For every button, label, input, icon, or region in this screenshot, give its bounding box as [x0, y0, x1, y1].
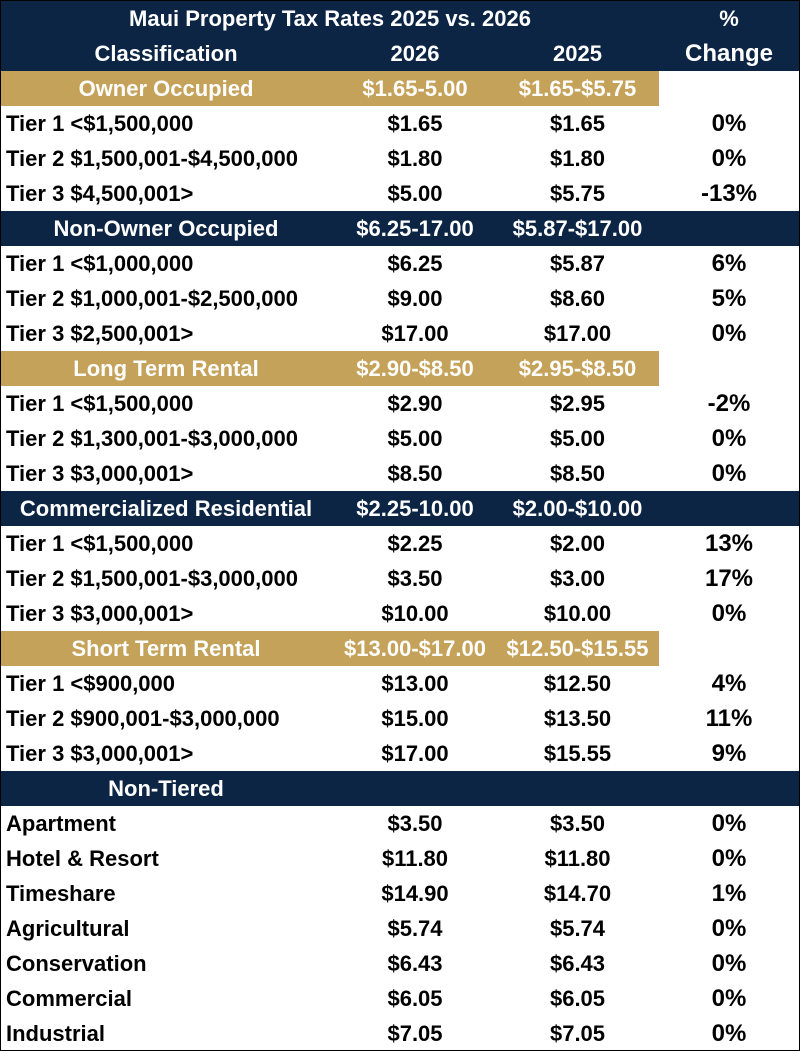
percent-change: 0% [711, 845, 747, 872]
section-blank-cell [659, 351, 799, 386]
rate-2025: $5.87 [549, 251, 606, 276]
row-label: Tier 2 $900,001-$3,000,000 [6, 706, 280, 731]
rate-2026: $15.00 [381, 706, 449, 731]
row-label: Conservation [6, 951, 147, 976]
rate-2026: $13.00 [381, 671, 449, 696]
rate-2026: $11.80 [381, 846, 449, 871]
row-label: Timeshare [6, 881, 116, 906]
rate-2026: $1.65 [387, 111, 443, 136]
rate-2025: $8.50 [549, 461, 606, 486]
percent-change: 0% [711, 600, 747, 627]
row-label: Tier 1 <$1,500,000 [6, 531, 194, 556]
section-header-row [1, 211, 799, 246]
row-label: Tier 3 $4,500,001> [6, 181, 194, 206]
rate-2026: $6.05 [387, 986, 443, 1011]
header-row [1, 36, 799, 71]
row-label: Tier 2 $1,300,001-$3,000,000 [6, 426, 298, 451]
section-header-row [1, 631, 799, 666]
percent-change: 0% [711, 425, 747, 452]
rate-2025: $5.75 [549, 181, 606, 206]
table-row [1, 806, 799, 841]
section-blank-cell [659, 71, 799, 106]
rate-2025: $11.80 [544, 846, 611, 871]
section-name: Non-Tiered [108, 776, 224, 801]
table-row [1, 701, 799, 736]
row-label: Tier 1 <$1,500,000 [6, 391, 194, 416]
section-name: Owner Occupied [78, 76, 254, 101]
rate-2025: $6.43 [549, 951, 606, 976]
row-label: Tier 3 $3,000,001> [6, 601, 194, 626]
rate-2025: $2.00 [549, 531, 606, 556]
section-range-2026: $6.25-17.00 [356, 216, 474, 241]
table-row [1, 841, 799, 876]
rate-2025: $12.50 [543, 671, 612, 696]
table-title: Maui Property Tax Rates 2025 vs. 2026 [129, 6, 531, 31]
section-name: Non-Owner Occupied [53, 216, 279, 241]
title-row [1, 1, 799, 36]
table-row [1, 386, 799, 421]
rate-2026: $6.43 [387, 951, 443, 976]
table-row [1, 526, 799, 561]
section-name: Long Term Rental [73, 356, 259, 381]
table-row [1, 281, 799, 316]
section-header-row [1, 351, 799, 386]
section-header-row [1, 71, 799, 106]
section-range-2025: $1.65-$5.75 [518, 76, 637, 101]
rate-2025: $14.70 [543, 881, 612, 906]
percent-change: 11% [705, 705, 753, 732]
rate-2025: $3.00 [549, 566, 606, 591]
rate-2026: $6.25 [387, 251, 443, 276]
rate-2026: $10.00 [381, 601, 449, 626]
table-row [1, 106, 799, 141]
percent-change: 0% [711, 915, 747, 942]
row-label: Industrial [6, 1021, 106, 1046]
row-label: Tier 3 $2,500,001> [6, 321, 194, 346]
row-label: Tier 2 $1,500,001-$3,000,000 [6, 566, 298, 591]
rate-2026: $14.90 [381, 881, 449, 906]
rate-2026: $1.80 [387, 146, 443, 171]
year-2026-header: 2026 [390, 41, 440, 66]
table-row [1, 946, 799, 981]
table-row [1, 911, 799, 946]
rate-2026: $7.05 [387, 1021, 443, 1046]
table-row [1, 421, 799, 456]
percent-change: 0% [711, 110, 747, 137]
section-blank-cell [659, 631, 799, 666]
table-row [1, 666, 799, 701]
percent-change: 0% [711, 320, 747, 347]
rate-2025: $15.55 [543, 741, 612, 766]
row-label: Hotel & Resort [6, 846, 159, 871]
rate-2026: $5.00 [387, 426, 443, 451]
table-row [1, 736, 799, 771]
section-name: Commercialized Residential [19, 496, 313, 521]
percent-change: 0% [711, 810, 747, 837]
section-range-2026 [334, 771, 496, 806]
table-row [1, 596, 799, 631]
percent-change: 1% [711, 880, 747, 907]
table-row [1, 176, 799, 211]
percent-change: 0% [711, 950, 747, 977]
percent-change: 5% [711, 285, 747, 312]
rate-2026: $2.25 [387, 531, 443, 556]
percent-change: -13% [700, 180, 758, 207]
rate-2025: $6.05 [549, 986, 606, 1011]
table-row [1, 316, 799, 351]
section-range-2025: $2.00-$10.00 [512, 496, 643, 521]
row-label: Tier 1 <$1,000,000 [6, 251, 194, 276]
rate-2026: $8.50 [387, 461, 443, 486]
rate-2025: $5.74 [549, 916, 606, 941]
row-label: Commercial [6, 986, 132, 1011]
row-label: Agricultural [6, 916, 130, 941]
section-range-2025 [496, 771, 659, 806]
percent-change: 0% [711, 145, 747, 172]
table-row [1, 141, 799, 176]
rate-2025: $7.05 [549, 1021, 606, 1046]
percent-change: 0% [711, 460, 747, 487]
row-label: Apartment [6, 811, 117, 836]
table-row [1, 456, 799, 491]
percent-change: 4% [711, 670, 747, 697]
section-range-2026: $2.25-10.00 [356, 496, 474, 521]
rate-2025: $3.50 [549, 811, 606, 836]
section-header-row [1, 491, 799, 526]
section-range-2026: $13.00-$17.00 [344, 636, 486, 661]
table-row [1, 561, 799, 596]
row-label: Tier 1 <$1,500,000 [6, 111, 194, 136]
percent-change: 17% [704, 565, 754, 592]
rate-2026: $3.50 [387, 811, 443, 836]
row-label: Tier 3 $3,000,001> [6, 741, 194, 766]
section-range-2026: $1.65-5.00 [362, 76, 468, 101]
section-name: Short Term Rental [71, 636, 261, 661]
row-label: Tier 2 $1,000,001-$2,500,000 [6, 286, 298, 311]
classification-header: Classification [94, 41, 238, 66]
section-header-row [1, 771, 799, 806]
percent-change: -2% [707, 390, 751, 417]
rate-2026: $2.90 [387, 391, 443, 416]
rate-2025: $5.00 [549, 426, 606, 451]
rate-2026: $5.00 [387, 181, 443, 206]
rate-2026: $17.00 [381, 741, 449, 766]
rate-2025: $13.50 [543, 706, 612, 731]
row-label: Tier 2 $1,500,001-$4,500,000 [6, 146, 298, 171]
rate-2025: $1.65 [549, 111, 606, 136]
rate-2026: $9.00 [387, 286, 443, 311]
rate-2025: $17.00 [543, 321, 612, 346]
section-range-2025: $2.95-$8.50 [518, 356, 637, 381]
row-label: Tier 1 <$900,000 [6, 671, 176, 696]
section-range-2025: $5.87-$17.00 [512, 216, 643, 241]
rate-2026: $5.74 [387, 916, 443, 941]
row-label: Tier 3 $3,000,001> [6, 461, 194, 486]
rate-2025: $2.95 [549, 391, 606, 416]
percent-change: 6% [711, 250, 747, 277]
table-row [1, 876, 799, 911]
percent-change: 9% [711, 740, 747, 767]
rate-2026: $3.50 [387, 566, 443, 591]
section-range-2026: $2.90-$8.50 [356, 356, 474, 381]
pct-header-bottom: Change [684, 40, 773, 67]
year-2025-header: 2025 [553, 41, 602, 66]
table-row [1, 246, 799, 281]
table-row [1, 1016, 799, 1051]
table-row [1, 981, 799, 1016]
percent-change: 0% [711, 1020, 747, 1047]
percent-change: 13% [704, 530, 754, 557]
rate-2025: $10.00 [543, 601, 612, 626]
pct-header-top: % [719, 6, 739, 31]
rate-2025: $1.80 [549, 146, 606, 171]
rate-2026: $17.00 [381, 321, 449, 346]
section-range-2025: $12.50-$15.55 [506, 636, 649, 661]
percent-change: 0% [711, 985, 747, 1012]
rate-2025: $8.60 [549, 286, 606, 311]
